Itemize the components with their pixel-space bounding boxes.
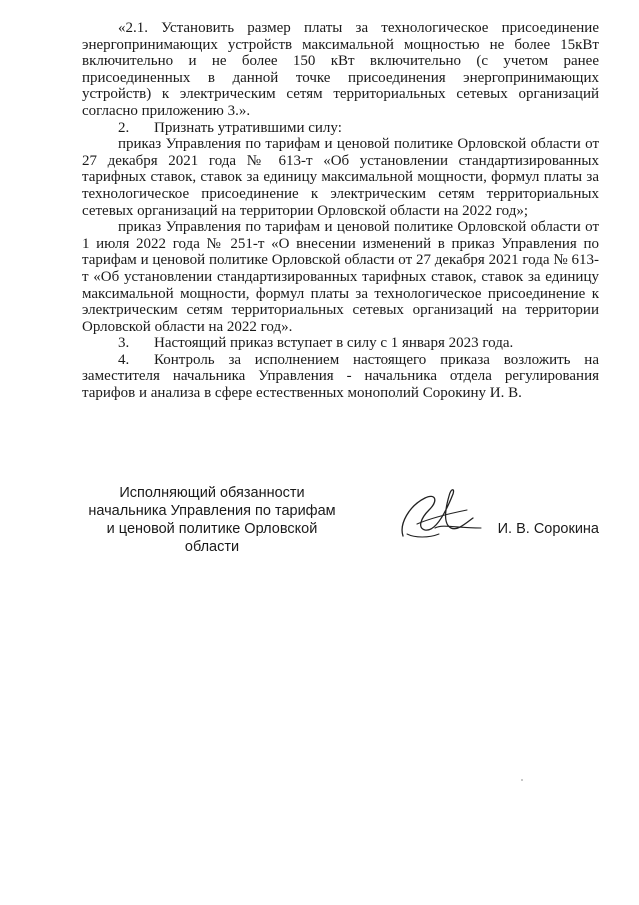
paragraph-item-4: 4. Контроль за исполнением настоящего приказа возложить на заместителя начальника Управления - начальника отдела регулирования тарифов и анализа в сфере естественных монополий Сорокину И. В. xyxy=(82,351,599,402)
signatory-name: И. В. Сорокина xyxy=(497,521,599,537)
item-number: 4. xyxy=(118,351,130,368)
handwritten-signature xyxy=(395,484,485,544)
paragraph-item-3: 3. Настоящий приказ вступает в силу с 1 января 2023 года. xyxy=(118,335,514,352)
item-number: 3. xyxy=(118,335,130,352)
paragraph-order-613: приказ Управления по тарифам и ценовой политике Орловской области от 27 декабря 2021 года № 613-т «Об установлении стандартизированных тарифных ставок, ставок за единицу максимальной мощности, формул платы за технологическое присоединение к электрическим сетям территориальных сетевых организаций на территории Орловской области на 2022 год»; xyxy=(82,136,599,219)
position-line: Исполняющий обязанности xyxy=(119,485,305,501)
item-number: 2. xyxy=(118,119,130,136)
scan-artifact xyxy=(521,779,523,781)
signature-block xyxy=(82,484,599,554)
position-line: начальника Управления по тарифам xyxy=(88,503,336,519)
paragraph-2-1: «2.1. Установить размер платы за технологическое присоединение энергопринимающих устройств максимальной мощностью не более 15кВт включительно и не более 150 кВт включительно (с учетом ранее присоединенных в данной точке присоединения энергопринимающих устройств) к электрическим сетям территориальных сетевых организаций согласно приложению 3.». xyxy=(82,20,599,119)
document-body xyxy=(82,20,599,402)
signatory-position xyxy=(82,484,342,556)
paragraph-item-2: 2. Признать утратившими силу: xyxy=(118,119,342,136)
paragraph-order-251: приказ Управления по тарифам и ценовой политике Орловской области от 1 июля 2022 года № 251-т «О внесении изменений в приказ Управления по тарифам и ценовой политике Орловской области от 27 декабря 2021 года № 613-т «Об установлении стандартизированных тарифных ставок, ставок за единицу максимальной мощности, формул платы за технологическое присоединение к электрическим сетям территориальных сетевых организаций на территории Орловской области на 2022 год». xyxy=(82,219,599,335)
position-line: и ценовой политике Орловской области xyxy=(106,521,318,555)
